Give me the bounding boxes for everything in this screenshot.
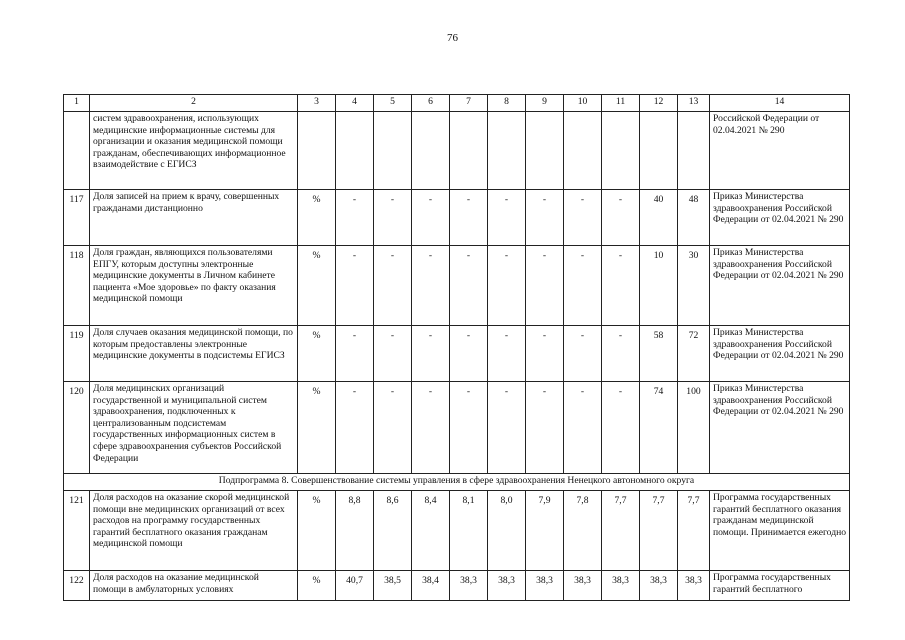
value-cell: -	[602, 190, 640, 246]
value-cell: -	[602, 382, 640, 474]
value-cell: -	[526, 326, 564, 382]
value-cell: 58	[640, 326, 678, 382]
header-cell: 9	[526, 95, 564, 112]
value-cell: 100	[678, 382, 710, 474]
source-cell: Приказ Министерства здравоохранения Российской Федерации от 02.04.2021 № 290	[710, 246, 850, 326]
row-number: 122	[64, 571, 90, 601]
value-cell: -	[564, 382, 602, 474]
value-cell: 7,7	[640, 491, 678, 571]
source-cell: Российской Федерации от 02.04.2021 № 290	[710, 112, 850, 190]
row-number: 120	[64, 382, 90, 474]
table-row	[64, 571, 850, 601]
value-cell	[450, 112, 488, 190]
indicator-name: Доля медицинских организаций государственной и муниципальной систем здравоохранения, подключенных к централизованным подсистемам государственных информационных систем в сфере здравоохранения субъектов Российской Федерации	[90, 382, 298, 474]
value-cell: 30	[678, 246, 710, 326]
value-cell: -	[412, 326, 450, 382]
value-cell: -	[374, 246, 412, 326]
value-cell: 38,3	[564, 571, 602, 601]
value-cell: 8,1	[450, 491, 488, 571]
value-cell: -	[412, 190, 450, 246]
source-cell: Приказ Министерства здравоохранения Российской Федерации от 02.04.2021 № 290	[710, 190, 850, 246]
value-cell: -	[336, 246, 374, 326]
value-cell: -	[336, 326, 374, 382]
value-cell: 38,3	[678, 571, 710, 601]
value-cell: -	[412, 246, 450, 326]
value-cell	[678, 112, 710, 190]
header-cell: 6	[412, 95, 450, 112]
source-cell: Программа государственных гарантий бесплатного	[710, 571, 850, 601]
value-cell	[488, 112, 526, 190]
indicator-name: Доля расходов на оказание медицинской помощи в амбулаторных условиях	[90, 571, 298, 601]
value-cell: 7,7	[678, 491, 710, 571]
header-cell: 10	[564, 95, 602, 112]
value-cell: -	[488, 246, 526, 326]
value-cell: -	[374, 326, 412, 382]
indicator-name: Доля граждан, являющихся пользователями ЕПГУ, которым доступны электронные медицинские документы в Личном кабинете пациента «Мое здоровье» по факту оказания медицинской помощи	[90, 246, 298, 326]
source-cell: Приказ Министерства здравоохранения Российской Федерации от 02.04.2021 № 290	[710, 326, 850, 382]
value-cell	[374, 112, 412, 190]
value-cell	[602, 112, 640, 190]
table-row	[64, 326, 850, 382]
header-cell: 2	[90, 95, 298, 112]
value-cell: -	[526, 190, 564, 246]
value-cell: 40	[640, 190, 678, 246]
unit-cell: %	[298, 190, 336, 246]
value-cell	[336, 112, 374, 190]
value-cell: 38,3	[488, 571, 526, 601]
value-cell: -	[488, 382, 526, 474]
table-row	[64, 382, 850, 474]
indicator-name: Доля случаев оказания медицинской помощи, по которым предоставлены электронные медицинские документы в подсистемы ЕГИСЗ	[90, 326, 298, 382]
row-number	[64, 112, 90, 190]
unit-cell: %	[298, 491, 336, 571]
header-cell: 7	[450, 95, 488, 112]
row-number: 121	[64, 491, 90, 571]
value-cell: 8,4	[412, 491, 450, 571]
value-cell: -	[488, 190, 526, 246]
value-cell: 72	[678, 326, 710, 382]
indicator-table	[63, 94, 850, 601]
table-row	[64, 112, 850, 190]
value-cell	[412, 112, 450, 190]
value-cell: 7,9	[526, 491, 564, 571]
table-row	[64, 190, 850, 246]
source-cell: Приказ Министерства здравоохранения Российской Федерации от 02.04.2021 № 290	[710, 382, 850, 474]
indicator-name: систем здравоохранения, использующих медицинские информационные системы для организации и оказания медицинской помощи гражданам, обеспечивающих информационное взаимодействие с ЕГИСЗ	[90, 112, 298, 190]
value-cell: 38,3	[526, 571, 564, 601]
header-cell: 8	[488, 95, 526, 112]
unit-cell: %	[298, 246, 336, 326]
value-cell: -	[450, 382, 488, 474]
value-cell: -	[602, 326, 640, 382]
value-cell: -	[450, 326, 488, 382]
unit-cell: %	[298, 571, 336, 601]
value-cell: -	[526, 246, 564, 326]
header-cell: 4	[336, 95, 374, 112]
page-number: 76	[447, 32, 458, 44]
value-cell: -	[564, 190, 602, 246]
row-number: 119	[64, 326, 90, 382]
value-cell: -	[564, 246, 602, 326]
value-cell: 10	[640, 246, 678, 326]
value-cell: -	[564, 326, 602, 382]
header-cell: 1	[64, 95, 90, 112]
header-cell: 11	[602, 95, 640, 112]
value-cell: 40,7	[336, 571, 374, 601]
subprogram-title: Подпрограмма 8. Совершенствование системы управления в сфере здравоохранения Ненецкого автономного округа	[64, 474, 850, 491]
value-cell: -	[488, 326, 526, 382]
value-cell: -	[526, 382, 564, 474]
indicator-name: Доля записей на прием к врачу, совершенных гражданами дистанционно	[90, 190, 298, 246]
header-cell: 12	[640, 95, 678, 112]
value-cell: -	[450, 246, 488, 326]
row-number: 117	[64, 190, 90, 246]
value-cell: 8,6	[374, 491, 412, 571]
indicator-name: Доля расходов на оказание скорой медицинской помощи вне медицинских организаций от всех расходов на программу государственных гарантий бесплатного оказания гражданам медицинской помощи	[90, 491, 298, 571]
value-cell: -	[374, 382, 412, 474]
value-cell: -	[374, 190, 412, 246]
source-cell: Программа государственных гарантий бесплатного оказания гражданам медицинской помощи. Принимается ежегодно	[710, 491, 850, 571]
value-cell: -	[412, 382, 450, 474]
value-cell: 48	[678, 190, 710, 246]
value-cell: 38,3	[640, 571, 678, 601]
value-cell	[526, 112, 564, 190]
row-number: 118	[64, 246, 90, 326]
value-cell: -	[602, 246, 640, 326]
value-cell: -	[450, 190, 488, 246]
subprogram-row	[64, 474, 850, 491]
value-cell	[564, 112, 602, 190]
value-cell	[640, 112, 678, 190]
value-cell: 38,3	[602, 571, 640, 601]
value-cell: -	[336, 382, 374, 474]
value-cell: 74	[640, 382, 678, 474]
header-cell: 13	[678, 95, 710, 112]
value-cell: 8,8	[336, 491, 374, 571]
table-row	[64, 246, 850, 326]
header-cell: 3	[298, 95, 336, 112]
value-cell: 7,8	[564, 491, 602, 571]
value-cell: 38,4	[412, 571, 450, 601]
unit-cell: %	[298, 382, 336, 474]
value-cell: -	[336, 190, 374, 246]
header-cell: 14	[710, 95, 850, 112]
value-cell: 8,0	[488, 491, 526, 571]
header-row	[64, 95, 850, 112]
value-cell: 38,3	[450, 571, 488, 601]
value-cell: 38,5	[374, 571, 412, 601]
value-cell: 7,7	[602, 491, 640, 571]
unit-cell: %	[298, 326, 336, 382]
unit-cell	[298, 112, 336, 190]
table-row	[64, 491, 850, 571]
header-cell: 5	[374, 95, 412, 112]
